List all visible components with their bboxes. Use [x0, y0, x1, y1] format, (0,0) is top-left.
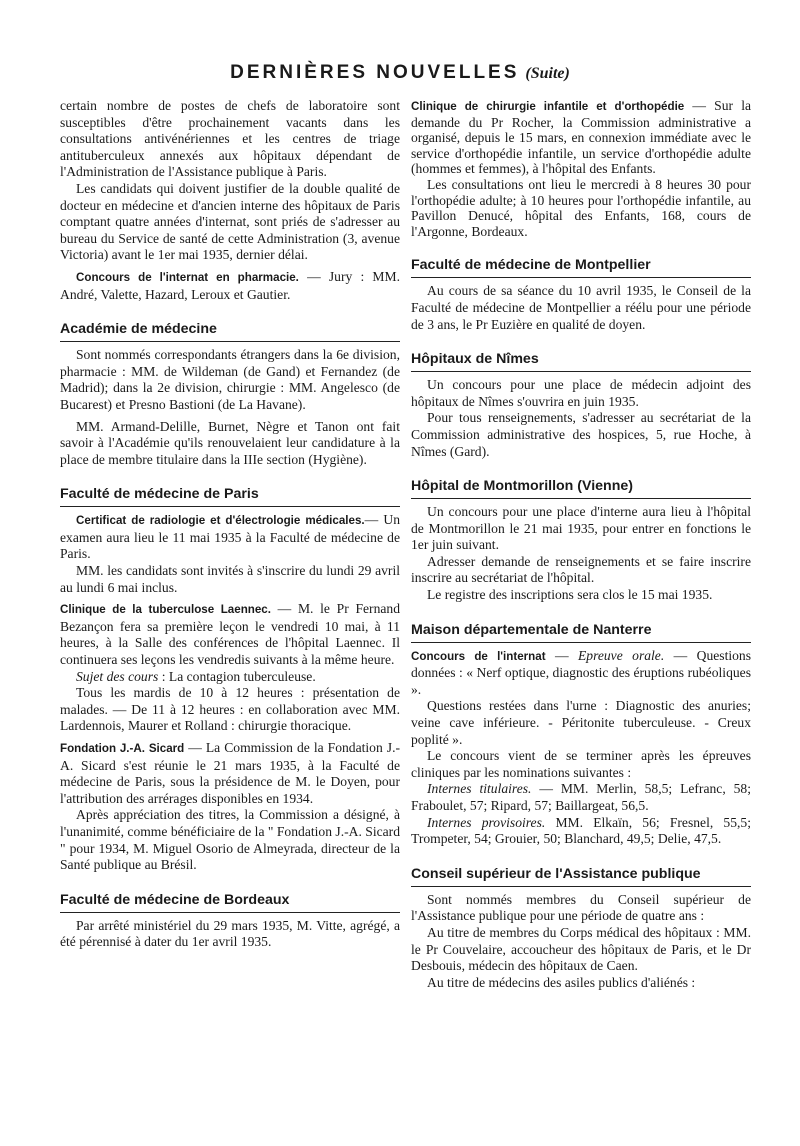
- left-column: [60, 98, 400, 951]
- paragraph: Sujet des cours : La contagion tuberculeuse.: [76, 668, 316, 684]
- paragraph: Questions restées dans l'urne : Diagnostic des anuries; veine cave inférieure. - Péritonite tuberculeuse. - Creux poplité ».: [411, 698, 751, 747]
- section-heading-nimes: Hôpitaux de Nîmes: [411, 351, 751, 372]
- running-header-suite: (Suite): [525, 65, 570, 82]
- paragraph: Un concours pour une place d'interne aura lieu à l'hôpital de Montmorillon le 21 mai 1935, pour entrer en fonctions le 1er juin suivant.: [411, 504, 751, 553]
- paragraph: Pour tous renseignements, s'adresser au secrétariat de la Commission administrative des hospices, 5, rue Hoche, à Nîmes (Gard).: [411, 410, 751, 459]
- paragraph: Certificat de radiologie et d'électrologie médicales.— Un examen aura lieu le 11 mai 1935 à la Faculté de médecine de Paris.: [60, 512, 400, 562]
- paragraph: Internes titulaires. — MM. Merlin, 58,5; Lefranc, 58; Fraboulet, 57; Ripard, 57; Baillargeat, 56,5.: [411, 781, 751, 813]
- lead-in: Clinique de chirurgie infantile et d'orthopédie: [411, 100, 685, 113]
- section-heading-nanterre: Maison départementale de Nanterre: [411, 622, 751, 643]
- running-header-title: DERNIÈRES NOUVELLES: [230, 62, 520, 83]
- paragraph: Concours de l'internat en pharmacie. — Jury : MM. André, Valette, Hazard, Leroux et Gautier.: [60, 268, 400, 302]
- paragraph: Après appréciation des titres, la Commission a désigné, à l'unanimité, comme bénéficiaire de la " Fondation J.-A. Sicard " pour 1934, M. Miguel Osorio de Almeyrada, directeur de la Santé publique au Brésil.: [60, 807, 400, 873]
- lead-in: Certificat de radiologie et d'électrologie médicales.: [76, 514, 365, 528]
- section-heading-conseil: Conseil supérieur de l'Assistance publique: [411, 866, 751, 887]
- section-heading-montpellier: Faculté de médecine de Montpellier: [411, 257, 751, 278]
- paragraph: Concours de l'internat — Epreuve orale. — Questions données : « Nerf optique, diagnostic des éruptions rubéoliques ».: [411, 647, 752, 697]
- paragraph: Internes provisoires. MM. Elkaïn, 56; Fresnel, 55,5; Trompeter, 54; Grouier, 50; Blanchard, 49,5; Delie, 47,5.: [411, 814, 751, 847]
- paragraph: Au titre de médecins des asiles publics d'aliénés :: [427, 974, 696, 990]
- paragraph: Les candidats qui doivent justifier de la double qualité de docteur en médecine et d'ancien interne des hôpitaux de Paris comptant quatre années d'internat, sont priés de s'adresser au bureau du Service de santé de cette Administration (3, avenue Victoria) avant le 1er mai 1935, dernier délai.: [60, 180, 400, 263]
- paragraph: Adresser demande de renseignements et se faire inscrire inscrire au secrétariat de l'hôpital.: [411, 553, 751, 586]
- lead-in: Fondation J.-A. Sicard: [60, 742, 185, 755]
- paragraph: Le concours vient de se terminer après les épreuves cliniques par les nominations suivantes :: [411, 748, 751, 780]
- paragraph: Au cours de sa séance du 10 avril 1935, le Conseil de la Faculté de médecine de Montpellier a réélu pour une période de 3 ans, le Pr Euzière en qualité de doyen.: [411, 283, 751, 332]
- paragraph: Un concours pour une place de médecin adjoint des hôpitaux de Nîmes s'ouvrira en juin 1935.: [411, 377, 751, 409]
- section-heading-academie: Académie de médecine: [60, 321, 400, 342]
- paragraph: MM. Armand-Delille, Burnet, Nègre et Tanon ont fait savoir à l'Académie qu'ils renouvelaient leur candidature à la place de membre titulaire dans la IIIe section (Hygiène).: [60, 418, 400, 467]
- paragraph: Par arrêté ministériel du 29 mars 1935, M. Vitte, agrégé, a été pérennisé à dater du 1er avril 1935.: [60, 917, 400, 950]
- paragraph: Le registre des inscriptions sera clos le 15 mai 1935.: [427, 587, 713, 603]
- running-header: [0, 62, 800, 84]
- lead-in: Clinique de la tuberculose Laennec.: [60, 603, 271, 617]
- paragraph: Fondation J.-A. Sicard — La Commission de la Fondation J.-A. Sicard s'est réunie le 21 mars 1935, à la Faculté de médecine de Paris, sous la présidence de M. le Doyen, pour l'attribution des arrérages disponibles en 1934.: [60, 740, 401, 806]
- right-column: [411, 98, 751, 991]
- paragraph: Sont nommés membres du Conseil supérieur de l'Assistance publique pour une période de quatre ans :: [411, 891, 751, 924]
- section-heading-montmorillon: Hôpital de Montmorillon (Vienne): [411, 478, 751, 499]
- paragraph: Sont nommés correspondants étrangers dans la 6e division, pharmacie : MM. de Wildeman (de Gand) et Fernandez (de Madrid); dans la 2e division, chirurgie : MM. Angelesco (de Bucarest) et Presno Bastioni (de La Havane).: [60, 347, 400, 412]
- paragraph: Les consultations ont lieu le mercredi à 8 heures 30 pour l'orthopédie adulte; à 10 heures pour l'orthopédie infantile, au Pavillon Denucé, hôpital des Enfants, 168, cours de l'Argonne, Bordeaux.: [411, 176, 751, 239]
- paragraph: Clinique de la tuberculose Laennec. — M. le Pr Fernand Bezançon fera sa première leçon le vendredi 10 mai, à 11 heures, à la Salle des conférences de l'hôpital Laennec. Il continuera ses leçons les vendredis suivants à la même heure.: [60, 601, 400, 668]
- paragraph: MM. les candidats sont invités à s'inscrire du lundi 29 avril au lundi 6 mai inclus.: [60, 563, 400, 595]
- paragraph: certain nombre de postes de chefs de laboratoire sont susceptibles d'être prochainement vacants dans les consultations antivénériennes et les centres de triage antituberculeux annexés aux hôpitaux dépendant de l'Administration de l'Assistance publique à Paris.: [60, 98, 400, 180]
- paragraph: Tous les mardis de 10 à 12 heures : présentation de malades. — De 11 à 12 heures : en collaboration avec MM. Lardennois, Maurer et Rolland : chirurgie thoracique.: [60, 685, 400, 734]
- section-heading-bordeaux: Faculté de médecine de Bordeaux: [60, 892, 400, 913]
- lead-in: Concours de l'internat en pharmacie.: [76, 270, 299, 284]
- paragraph: Clinique de chirurgie infantile et d'orthopédie — Sur la demande du Pr Rocher, la Commission administrative a organisé, depuis le 15 mars, en connexion immédiate avec le service d'orthopédie infantile, un service d'orthopédie adulte (hommes et femmes), à l'hôpital des Enfants.: [411, 98, 752, 177]
- paragraph: Au titre de membres du Corps médical des hôpitaux : MM. le Pr Couvelaire, accoucheur des hôpitaux de Paris, et le Dr Desbouis, médecin des hôpitaux de Caen.: [411, 924, 751, 974]
- lead-in: Concours de l'internat: [411, 649, 546, 663]
- section-heading-paris: Faculté de médecine de Paris: [60, 486, 400, 507]
